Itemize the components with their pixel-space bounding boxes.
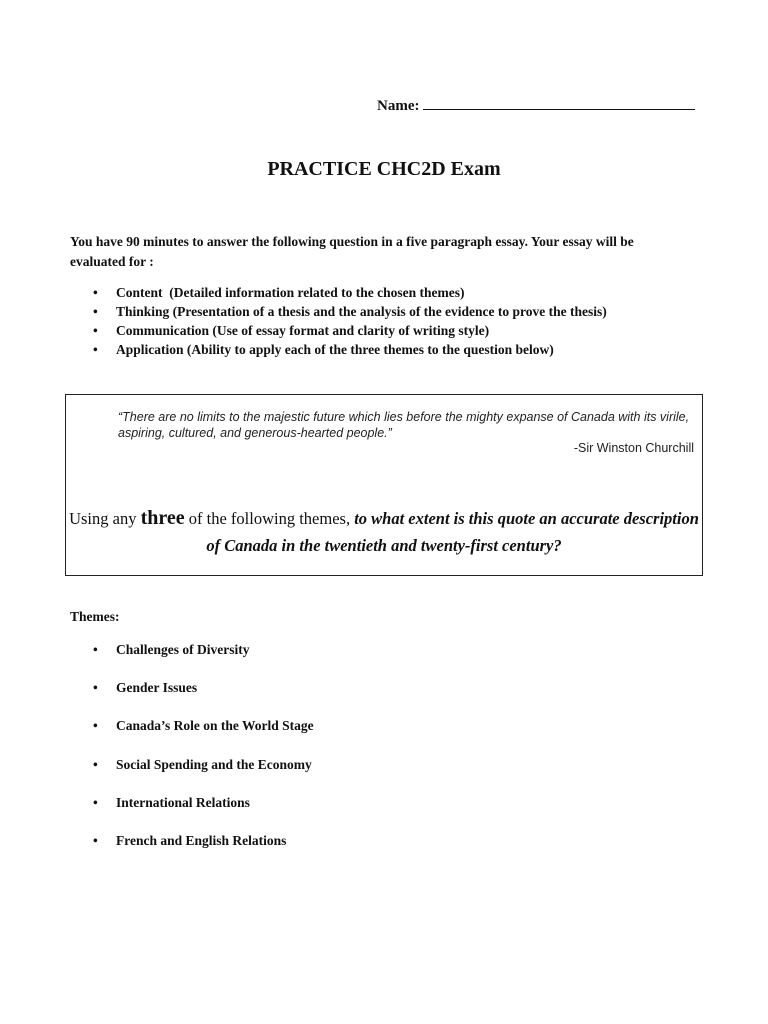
quote-text: “There are no limits to the majestic future which lies before the mighty expanse of Canada with its virile, aspiring, cultured, and generous-hearted people.” bbox=[118, 410, 690, 440]
bullet-icon: • bbox=[93, 323, 98, 338]
criteria-description: Use of essay format and clarity of writing style) bbox=[216, 323, 490, 338]
theme-label: French and English Relations bbox=[116, 832, 287, 848]
name-blank-line[interactable] bbox=[423, 97, 695, 110]
bullet-icon: • bbox=[93, 285, 98, 300]
instructions-paragraph: You have 90 minutes to answer the following question in a five paragraph essay. Your essay will be evaluated for : bbox=[70, 234, 634, 269]
theme-label: Social Spending and the Economy bbox=[116, 756, 312, 772]
quote-box bbox=[65, 394, 703, 576]
themes-list bbox=[93, 640, 314, 869]
bullet-icon: • bbox=[93, 642, 98, 657]
question-middle: of the following themes, bbox=[184, 509, 355, 528]
theme-label: Challenges of Diversity bbox=[116, 642, 250, 657]
criteria-description: Ability to apply each of the three themes to the question below) bbox=[191, 342, 554, 357]
theme-item bbox=[93, 755, 314, 793]
name-label: Name: bbox=[377, 98, 420, 114]
theme-label: Gender Issues bbox=[116, 680, 198, 696]
theme-item bbox=[93, 716, 314, 754]
criteria-item bbox=[93, 321, 607, 340]
criteria-term: Application ( bbox=[116, 342, 192, 357]
criteria-description: (Detailed information related to the chosen themes) bbox=[162, 285, 465, 300]
criteria-term: Communication ( bbox=[116, 323, 217, 338]
bullet-icon: • bbox=[93, 832, 98, 848]
criteria-item bbox=[93, 283, 607, 302]
bullet-icon: • bbox=[93, 304, 98, 319]
bullet-icon: • bbox=[93, 794, 98, 810]
theme-item bbox=[93, 678, 314, 716]
theme-label: International Relations bbox=[116, 794, 250, 810]
theme-item bbox=[93, 831, 314, 869]
quote-author: -Sir Winston Churchill bbox=[573, 441, 694, 455]
theme-item bbox=[93, 793, 314, 831]
theme-label: Canada’s Role on the World Stage bbox=[116, 718, 314, 734]
criteria-term: Content bbox=[116, 285, 163, 300]
theme-item bbox=[93, 640, 314, 678]
criteria-item bbox=[93, 302, 607, 321]
bullet-icon: • bbox=[93, 680, 98, 696]
question-emphasis: three bbox=[140, 507, 185, 529]
question-main: to what extent is this quote an accurate description of Canada in the twentieth and twenty-first century? bbox=[206, 509, 699, 555]
themes-heading: Themes: bbox=[70, 609, 120, 624]
bullet-icon: • bbox=[93, 342, 98, 357]
question-lead: Using any bbox=[69, 509, 141, 528]
criteria-description: Presentation of a thesis and the analysis of the evidence to prove the thesis) bbox=[177, 304, 607, 319]
bullet-icon: • bbox=[93, 718, 98, 734]
criteria-item bbox=[93, 340, 607, 359]
name-field bbox=[377, 97, 695, 115]
essay-question bbox=[66, 505, 702, 559]
bullet-icon: • bbox=[93, 756, 98, 772]
evaluation-criteria-list bbox=[93, 283, 607, 359]
page-title: PRACTICE CHC2D Exam bbox=[267, 158, 501, 180]
criteria-term: Thinking ( bbox=[116, 304, 178, 319]
